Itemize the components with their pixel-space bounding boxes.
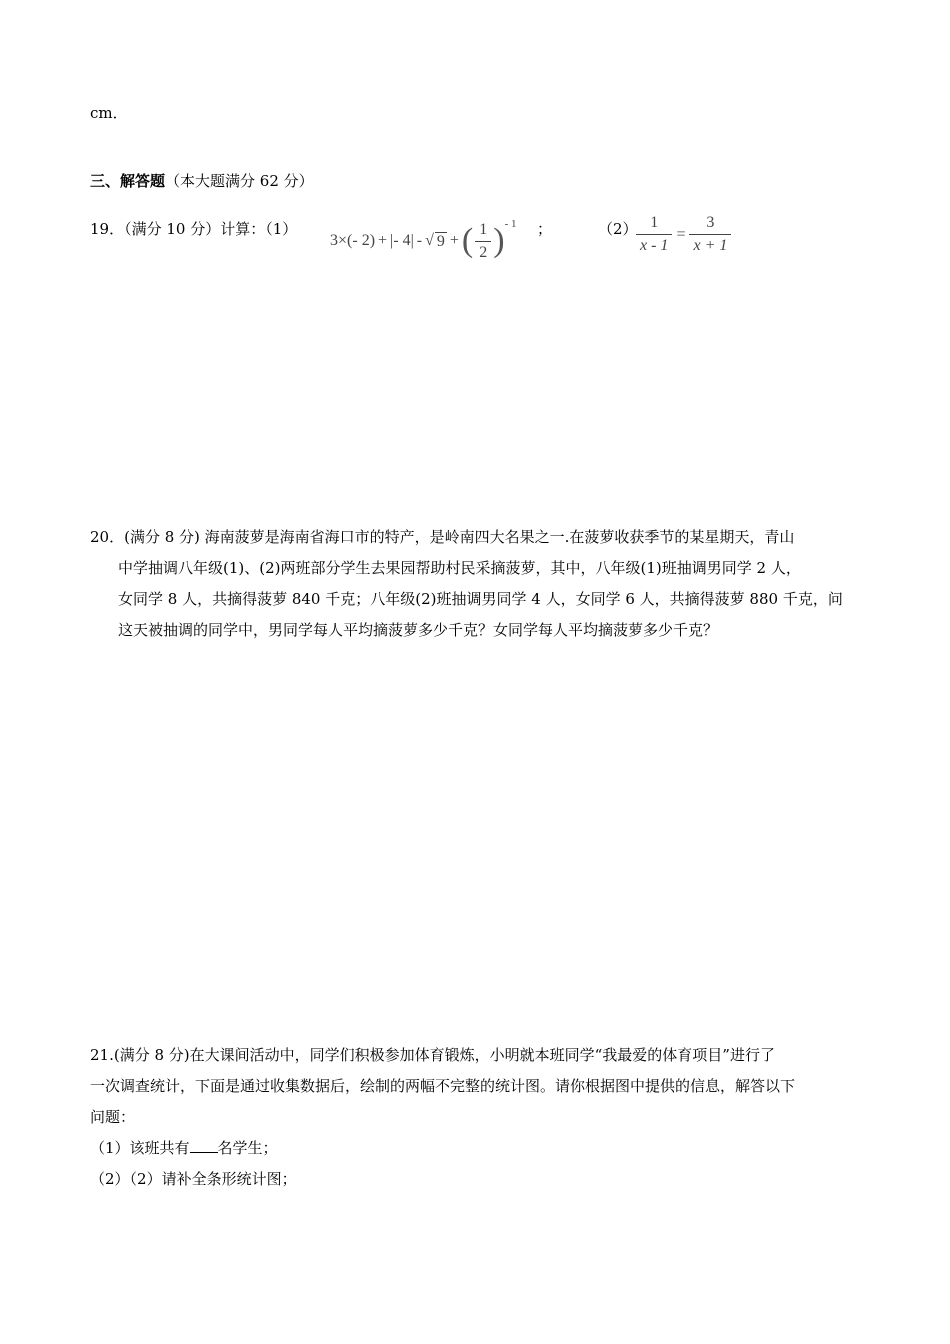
q21-subquestion-2: （2）（2）请补全条形统计图； (90, 1170, 297, 1188)
q21-line: 一次调查统计，下面是通过收集数据后，绘制的两幅不完整的统计图。请你根据图中提供的信息，解答以下 (90, 1077, 796, 1095)
abs-value-term: |- 4| (390, 232, 414, 249)
expr-term: (- 2) (347, 232, 376, 249)
q20-line: 中学抽调八年级(1)、(2)两班部分学生去果园帮助村民采摘菠萝，其中，八年级(1)班抽调男同学 2 人， (118, 559, 801, 577)
subquestion-text: （1）该班共有 (90, 1139, 190, 1157)
fraction-numerator: 1 (479, 220, 488, 238)
continued-text-fragment: cm． (90, 104, 128, 122)
section-note: （本大题满分 62 分） (165, 172, 314, 190)
q19-part2-label: （2） (598, 220, 638, 238)
question-19-prefix (90, 218, 297, 239)
exponent: - 1 (504, 218, 517, 230)
separator: ； (537, 220, 553, 238)
fraction-one-half (475, 221, 491, 262)
sqrt-icon: √ (425, 232, 434, 249)
rhs-fraction (689, 214, 731, 255)
fraction-numerator: 3 (706, 214, 715, 231)
equals-sign: = (676, 225, 686, 243)
section-title: 三、解答题 (90, 172, 166, 190)
q20-line: 这天被抽调的同学中，男同学每人平均摘菠萝多少千克？女同学每人平均摘菠萝多少千克？ (118, 621, 719, 639)
fraction-denominator: x + 1 (689, 234, 731, 255)
q21-subquestion-1 (90, 1133, 860, 1164)
section-heading (90, 170, 314, 191)
fraction-denominator: 2 (475, 241, 491, 262)
plus-sign: + (378, 232, 388, 249)
question-number: 19． (90, 220, 125, 238)
plus-sign: + (449, 232, 459, 249)
q19-part2-equation (634, 214, 733, 255)
expr-term: 3 (330, 232, 338, 249)
minus-sign: - (416, 232, 423, 249)
question-20 (90, 522, 860, 646)
answer-blank[interactable] (190, 1138, 218, 1153)
fraction-numerator: 1 (650, 214, 659, 231)
q21-line: 21.(满分 8 分)在大课间活动中，同学们积极参加体育锻炼，小明就本班同学“我最爱的体育项目”进行了 (90, 1046, 775, 1064)
q19-part1-expression (330, 216, 517, 266)
fraction-denominator: x - 1 (636, 234, 672, 255)
q21-line: 问题： (90, 1108, 136, 1126)
q20-line: 20．(满分 8 分) 海南菠萝是海南省海口市的特产，是岭南四大名果之一.在菠萝收获季节的某星期天，青山 (90, 528, 795, 546)
question-prefix: （满分 10 分）计算：（1） (124, 220, 298, 238)
times-sign: × (338, 232, 348, 249)
left-paren-icon: ( (461, 222, 474, 259)
question-21 (90, 1040, 860, 1195)
q20-line: 女同学 8 人，共摘得菠萝 840 千克；八年级(2)班抽调男同学 4 人，女同学 6 人，共摘得菠萝 880 千克，问 (118, 590, 843, 608)
subquestion-text: 名学生； (217, 1139, 278, 1157)
right-paren-icon: ) (493, 222, 505, 259)
sqrt-radicand: 9 (436, 232, 445, 250)
lhs-fraction (636, 214, 672, 255)
